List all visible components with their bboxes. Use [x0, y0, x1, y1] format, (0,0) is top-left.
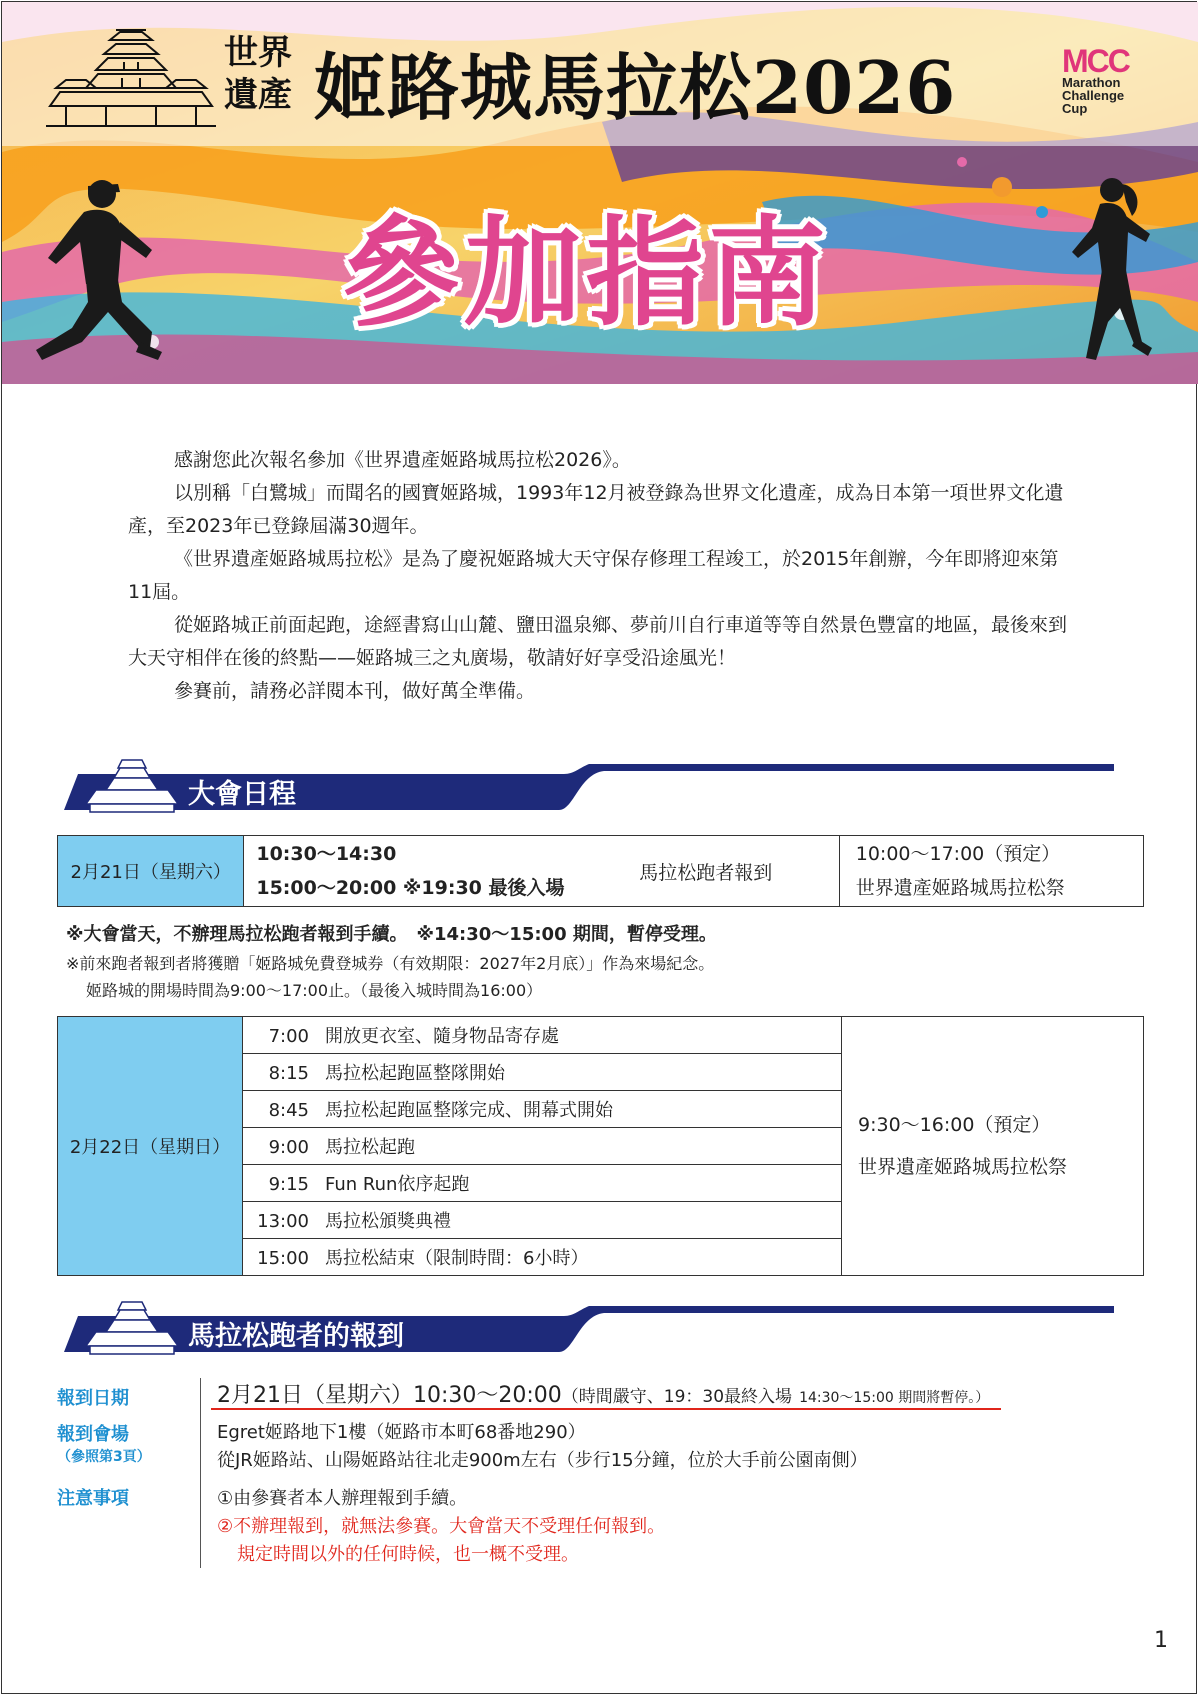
day1-schedule-table — [57, 835, 1144, 907]
day1-time-1: 10:30〜14:30 — [256, 843, 397, 865]
intro-paragraph-1: 感謝您此次報名參加《世界遺產姬路城馬拉松2026》。 — [174, 449, 631, 471]
mcc-logo — [1062, 43, 1162, 116]
schedule-section-header — [64, 764, 1118, 814]
checkin-date-label: 報到日期 — [57, 1388, 129, 1409]
notice-2: ②不辦理報到，就無法參賽。大會當天不受理任何報到。 — [217, 1516, 666, 1537]
day2-date: 2月22日（星期日） — [58, 1017, 243, 1276]
notice-1: ①由參賽者本人辦理報到手續。 — [217, 1488, 468, 1509]
castle-ticket-note: ※前來跑者報到者將獲贈「姬路城免費登城券（有效期限：2027年2月底）」作為來場紀念。 — [66, 954, 715, 973]
schedule-item — [243, 1239, 842, 1276]
schedule-item — [243, 1128, 842, 1165]
checkin-section-title: 馬拉松跑者的報到 — [188, 1321, 404, 1352]
date-underline — [211, 1408, 1001, 1410]
checkin-date-main: 2月21日（星期六）10:30〜20:00 — [217, 1383, 562, 1408]
day1-event: 馬拉松跑者報到 — [639, 836, 839, 907]
schedule-section-title: 大會日程 — [188, 779, 296, 810]
day1-festival-name: 世界遺產姬路城馬拉松祭 — [855, 877, 1065, 899]
schedule-event: 馬拉松結束（限制時間：6小時） — [325, 1248, 589, 1269]
schedule-time: 8:15 — [268, 1063, 309, 1084]
page-number: 1 — [1154, 1628, 1168, 1653]
guide-title: 參加指南 — [342, 204, 831, 342]
header-banner — [2, 2, 1198, 384]
day1-date: 2月21日（星期六） — [58, 836, 244, 907]
schedule-time: 15:00 — [257, 1248, 309, 1269]
female-runner-icon — [1062, 172, 1172, 372]
schedule-time: 8:45 — [268, 1100, 309, 1121]
schedule-item — [243, 1054, 842, 1091]
checkin-note-bold: ※大會當天，不辦理馬拉松跑者報到手續。 ※14:30〜15:00 期間，暫停受理。 — [66, 924, 717, 945]
castle-icon — [46, 22, 216, 132]
checkin-venue-label: 報到會場 — [57, 1424, 129, 1445]
schedule-item — [243, 1202, 842, 1239]
table-row — [58, 1017, 1144, 1054]
checkin-date-note: （時間嚴守、19：30最終入場 — [561, 1387, 793, 1407]
notice-3: 規定時間以外的任何時候，也一概不受理。 — [237, 1544, 579, 1565]
day2-festival — [842, 1017, 1144, 1276]
schedule-time: 13:00 — [257, 1211, 309, 1232]
male-runner-icon — [22, 172, 182, 372]
schedule-item — [243, 1017, 842, 1054]
table-row — [58, 836, 1144, 907]
schedule-event: 馬拉松起跑區整隊完成、開幕式開始 — [325, 1100, 613, 1121]
day1-checkin-times — [244, 836, 639, 907]
mcc-logo-line1: Marathon — [1062, 75, 1121, 90]
day2-schedule-table — [57, 1016, 1144, 1276]
mcc-logo-line3: Cup — [1062, 101, 1088, 116]
intro-text — [128, 444, 1078, 708]
schedule-event: 馬拉松起跑區整隊開始 — [325, 1063, 505, 1084]
checkin-date-value — [217, 1378, 989, 1409]
mcc-logo-mark: MCC — [1062, 43, 1129, 79]
castle-hours-note: 姬路城的開場時間為9:00〜17:00止。（最後入城時間為16:00） — [86, 981, 543, 1000]
schedule-item — [243, 1165, 842, 1202]
castle-icon — [82, 756, 182, 814]
schedule-time: 7:00 — [268, 1026, 309, 1047]
schedule-event: Fun Run依序起跑 — [325, 1174, 470, 1195]
checkin-venue-ref: （參照第3頁） — [57, 1449, 151, 1465]
schedule-time: 9:15 — [268, 1174, 309, 1195]
schedule-event: 馬拉松頒獎典禮 — [325, 1211, 451, 1232]
schedule-notes — [66, 920, 1146, 1004]
day1-time-2: 15:00〜20:00 ※19:30 最後入場 — [256, 877, 565, 899]
venue-line-2: 從JR姬路站、山陽姬路站往北走900m左右（步行15分鐘，位於大手前公園南側） — [217, 1450, 868, 1471]
schedule-item — [243, 1091, 842, 1128]
intro-paragraph-4: 從姬路城正前面起跑，途經書寫山山麓、鹽田溫泉鄉、夢前川自行車道等等自然景色豐富的地區，最後來到大天守相伴在後的終點——姬路城三之丸廣場，敬請好好享受沿途風光！ — [128, 614, 1068, 669]
day2-festival-time: 9:30〜16:00（預定） — [858, 1114, 1051, 1136]
venue-line-1: Egret姬路地下1樓（姬路市本町68番地290） — [217, 1422, 586, 1443]
event-title: 姬路城馬拉松2026 — [314, 45, 957, 130]
day1-festival — [839, 836, 1143, 907]
castle-icon — [82, 1298, 182, 1356]
checkin-date-pause: 14:30〜15:00 期間將暫停。） — [799, 1390, 990, 1406]
mcc-logo-line2: Challenge — [1062, 88, 1125, 103]
notice-label: 注意事項 — [57, 1488, 129, 1509]
day2-festival-name: 世界遺產姬路城馬拉松祭 — [858, 1156, 1068, 1178]
schedule-event: 馬拉松起跑 — [325, 1137, 415, 1158]
checkin-divider — [200, 1378, 201, 1568]
intro-paragraph-2: 以別稱「白鷺城」而聞名的國寶姬路城，1993年12月被登錄為世界文化遺產，成為日本第一項世界文化遺產，至2023年已登錄屆滿30週年。 — [128, 482, 1064, 537]
day1-festival-time: 10:00〜17:00（預定） — [855, 843, 1061, 865]
world-heritage-label: 世界 遺產 — [224, 33, 292, 115]
checkin-section-header — [64, 1306, 1118, 1356]
schedule-time: 9:00 — [268, 1137, 309, 1158]
intro-paragraph-3: 《世界遺產姬路城馬拉松》是為了慶祝姬路城大天守保存修理工程竣工，於2015年創辦，今年即將迎來第11屆。 — [128, 548, 1059, 603]
intro-paragraph-5: 參賽前，請務必詳閱本刊，做好萬全準備。 — [174, 680, 536, 702]
schedule-event: 開放更衣室、隨身物品寄存處 — [325, 1026, 559, 1047]
